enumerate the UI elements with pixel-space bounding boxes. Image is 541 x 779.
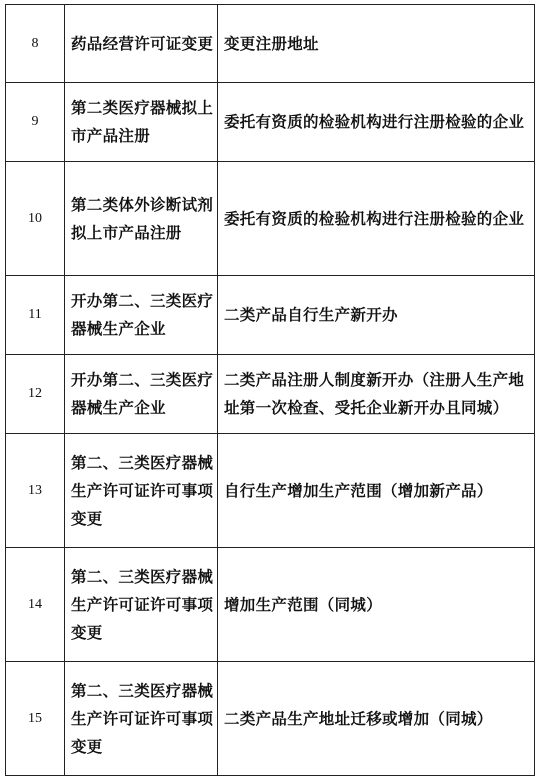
table-row — [6, 434, 535, 548]
row-number: 10 — [6, 162, 65, 276]
row-number: 15 — [6, 662, 65, 776]
row-number: 8 — [6, 5, 65, 83]
table-row — [6, 83, 535, 162]
table-row — [6, 662, 535, 776]
row-description: 二类产品注册人制度新开办（注册人生产地址第一次检查、受托企业新开办且同城） — [218, 355, 535, 434]
row-item-name: 开办第二、三类医疗器械生产企业 — [65, 276, 218, 355]
table-row — [6, 355, 535, 434]
table-row — [6, 548, 535, 662]
row-number: 13 — [6, 434, 65, 548]
row-description: 二类产品自行生产新开办 — [218, 276, 535, 355]
row-number: 14 — [6, 548, 65, 662]
table-row — [6, 276, 535, 355]
row-item-name: 第二、三类医疗器械生产许可证许可事项变更 — [65, 662, 218, 776]
row-item-name: 第二、三类医疗器械生产许可证许可事项变更 — [65, 434, 218, 548]
row-item-name: 第二类医疗器械拟上市产品注册 — [65, 83, 218, 162]
row-item-name: 开办第二、三类医疗器械生产企业 — [65, 355, 218, 434]
table-row — [6, 5, 535, 83]
row-number: 11 — [6, 276, 65, 355]
row-description: 委托有资质的检验机构进行注册检验的企业 — [218, 162, 535, 276]
row-description: 变更注册地址 — [218, 5, 535, 83]
row-item-name: 药品经营许可证变更 — [65, 5, 218, 83]
row-description: 自行生产增加生产范围（增加新产品） — [218, 434, 535, 548]
table-row — [6, 162, 535, 276]
row-number: 9 — [6, 83, 65, 162]
row-number: 12 — [6, 355, 65, 434]
row-description: 二类产品生产地址迁移或增加（同城） — [218, 662, 535, 776]
row-item-name: 第二类体外诊断试剂拟上市产品注册 — [65, 162, 218, 276]
row-description: 委托有资质的检验机构进行注册检验的企业 — [218, 83, 535, 162]
row-description: 增加生产范围（同城） — [218, 548, 535, 662]
permit-items-table — [5, 4, 535, 776]
row-item-name: 第二、三类医疗器械生产许可证许可事项变更 — [65, 548, 218, 662]
